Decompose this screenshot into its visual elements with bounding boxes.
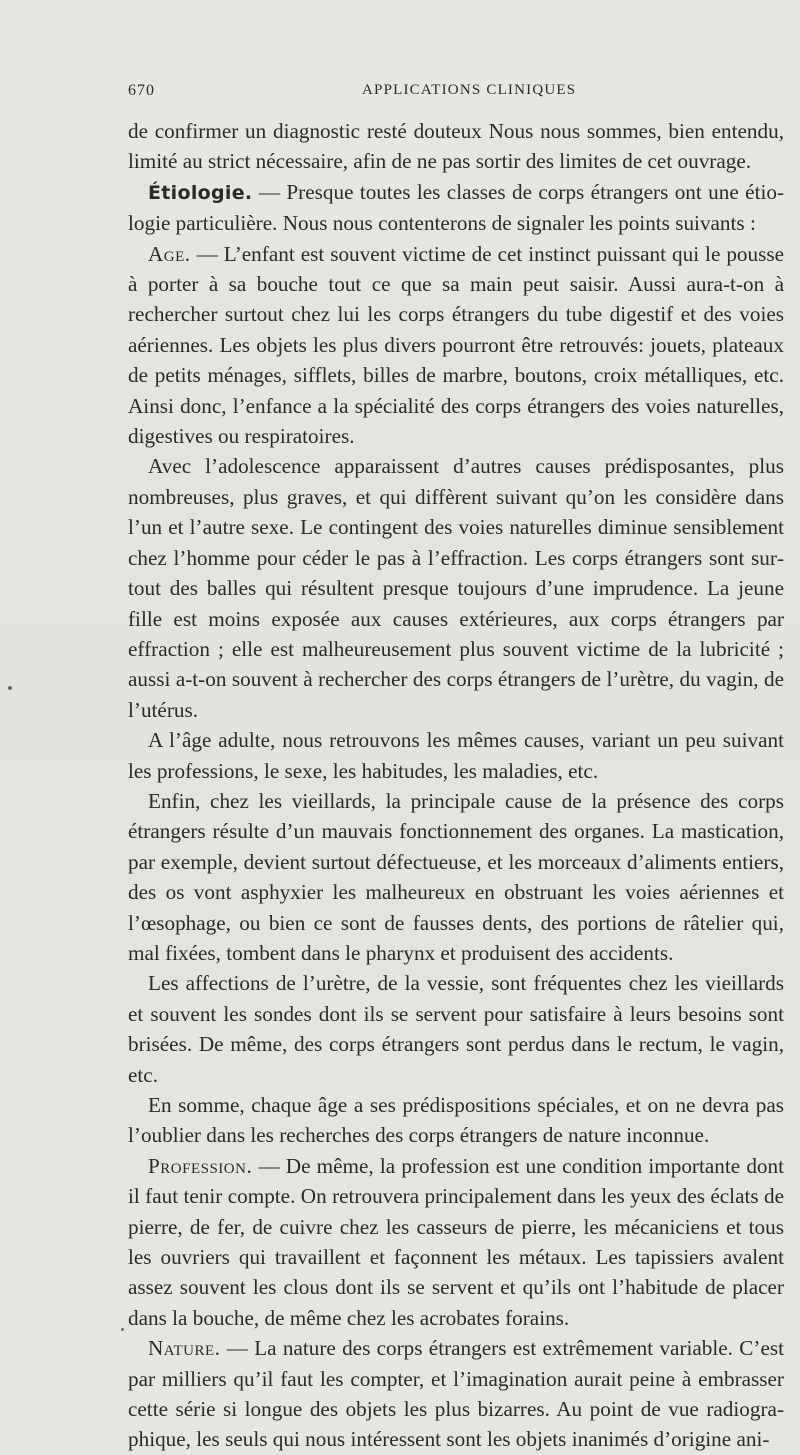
page-number: 670 — [128, 82, 155, 99]
paragraph-text: Enfin, chez les vieillards, la principale cause de la présence des corps étrangers résulte d’un mauvais fonctionnement des organes. La mastication, par exemple, devient surtout défectueuse, et les morceaux d’aliments entiers, des os vont asphyxier les malheureux en obstruant les voies aériennes et l’œsophage, ou bien ce sont de fausses dents, des portions de râtelier qui, mal fixées, tombent dans le pharynx et produisent des accidents. — [128, 788, 784, 965]
subheading-age: Age. — [148, 241, 191, 266]
paragraph-text: — Presque toutes les classes de corps étrangers ont une étiologie particulière. Nous nous contenterons de signaler les points suivants : — [128, 179, 784, 236]
paragraph-text: — De même, la profession est une condition importante dont il faut tenir compte. On retrouvera principalement dans les yeux des éclats de pierre, de fer, de cuivre chez les casseurs de pierre, les mécaniciens et tous les ouvriers qui travaillent et façonnent les métaux. Les tapissiers avalent assez souvent les clous dont ils se servent et qu’ils ont l’habitude de placer dans la bouche, de même chez les acrobates forains. — [128, 1153, 784, 1330]
paragraph-adulte — [128, 725, 784, 786]
paragraph-affections — [128, 968, 784, 1090]
paragraph-en-somme — [128, 1090, 784, 1151]
paragraph-text: En somme, chaque âge a ses prédispositions spéciales, et on ne devra pas l’oublier dans les recherches des corps étrangers de nature inconnue. — [128, 1093, 784, 1148]
paragraph-text: Avec l’adolescence apparaissent d’autres causes prédisposantes, plus nombreuses, plus graves, et qui diffèrent suivant qu’on les considère dans l’un et l’autre sexe. Le contingent des voies naturelles diminue sensiblement chez l’homme pour céder le pas à l’effraction. Les corps étrangers sont surtout des balles qui résultent presque toujours d’une imprudence. La jeune fille est moins exposée aux causes extérieures, aux corps étrangers par effraction ; elle est malheureusement plus souvent victime de la lubricité ; aussi a-t-on souvent à rechercher des corps étrangers de l’urètre, du vagin, de l’utérus. — [128, 454, 784, 722]
paragraph-nature — [128, 1333, 784, 1455]
paragraph-age — [128, 239, 784, 452]
section-heading-etiologie: Étiologie. — [148, 181, 253, 204]
paragraph-text: de confirmer un diagnostic resté douteux Nous nous sommes, bien entendu, limité au strict nécessaire, afin de ne pas sortir des limites de cet ouvrage. — [128, 119, 784, 174]
page-header — [125, 78, 785, 104]
paragraph-text: — La nature des corps étrangers est extrêmement variable. C’est par milliers qu’il faut les compter, et l’imagination aurait peine à embrasser cette série si longue des objets les plus bizarres. Au point de vue radiographique, les seuls qui nous intéressent sont les objets inanimés d’origine ani- — [128, 1336, 784, 1452]
running-title: APPLICATIONS CLINIQUES — [362, 82, 577, 98]
paper-speck — [121, 1328, 124, 1331]
paragraph-etiologie — [128, 177, 784, 239]
paragraph-text: A l’âge adulte, nous retrouvons les mêmes causes, variant un peu suivant les professions, le sexe, les habitudes, les maladies, etc. — [128, 728, 784, 783]
paper-speck — [8, 686, 12, 690]
page-body — [128, 116, 784, 1455]
paragraph-intro-continuation — [128, 116, 784, 177]
paragraph-profession — [128, 1151, 784, 1333]
paragraph-adolescence — [128, 451, 784, 725]
subheading-nature: Nature. — [148, 1336, 221, 1361]
paragraph-text: — L’enfant est souvent victime de cet instinct puissant qui le pousse à porter à sa bouche tout ce que sa main peut saisir. Aussi aura-t-on à rechercher surtout chez lui les corps étrangers du tube digestif et des voies aériennes. Les objets les plus divers pourront être retrouvés: jouets, plateaux de petits ménages, sifflets, billes de marbre, boutons, croix métalliques, etc. Ainsi donc, l’enfance a la spécialité des corps étrangers des voies naturelles, digestives ou respiratoires. — [128, 241, 784, 449]
paragraph-text: Les affections de l’urètre, de la vessie, sont fréquentes chez les vieillards et souvent les sondes dont ils se servent pour satisfaire à leurs besoins sont brisées. De même, des corps étrangers sont perdus dans le rectum, le vagin, etc. — [128, 971, 784, 1087]
paragraph-vieillards — [128, 786, 784, 968]
subheading-profession: Profession. — [148, 1153, 253, 1178]
